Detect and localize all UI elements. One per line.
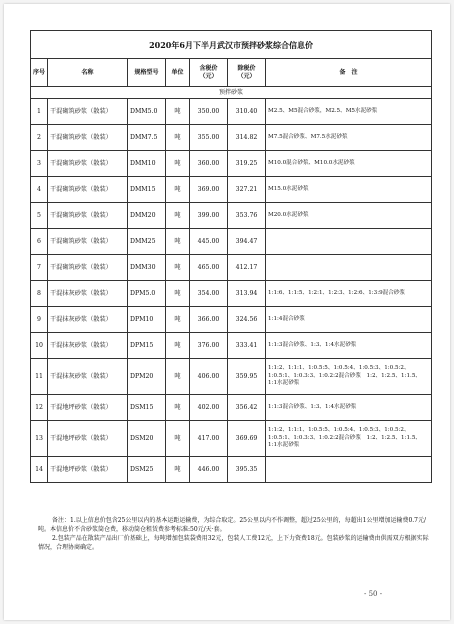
row-unit: 吨 — [166, 255, 190, 281]
row-unit: 吨 — [166, 229, 190, 255]
row-note: 1:1:4混合砂浆 — [266, 307, 432, 333]
row-unit: 吨 — [166, 99, 190, 125]
row-unit: 吨 — [166, 359, 190, 395]
row-note — [266, 229, 432, 255]
row-no: 8 — [31, 281, 48, 307]
row-price-tax-incl: 406.00 — [190, 359, 228, 395]
row-name: 干混地坪砂浆（散装） — [48, 395, 128, 421]
row-no: 7 — [31, 255, 48, 281]
footnote-2: 2.包装产品在散装产品出厂价基础上，每吨增加包装袋费用32元，包装人工费12元，上下力资费18元。包装砂浆的运输费由供需双方根据实际情况，合理协商确定。 — [38, 535, 429, 551]
table-row — [31, 99, 432, 125]
row-price-tax-incl: 417.00 — [190, 421, 228, 457]
page-number: - 50 - — [364, 590, 383, 598]
row-name: 干混砌筑砂浆（散装） — [48, 151, 128, 177]
row-name: 干混砌筑砂浆（散装） — [48, 255, 128, 281]
row-note: M15.0水泥砂浆 — [266, 177, 432, 203]
table-row — [31, 359, 432, 395]
row-note: 1:1:3混合砂浆、1:3、1:4水泥砂浆 — [266, 395, 432, 421]
row-price-tax-incl: 350.00 — [190, 99, 228, 125]
row-price-tax-excl: 359.95 — [228, 359, 266, 395]
row-note: 1:1:6、1:1:5、1:2:1、1:2:3、1:2:6、1:3:9混合砂浆 — [266, 281, 432, 307]
row-price-tax-incl: 355.00 — [190, 125, 228, 151]
footnote-1: 备注：1.以上信息价包含25公里以内的基本运距运输费，为综合取定。25公里以内不作调整，超过25公里的，每超出1公里增加运输费0.7元/吨。本信息价不含砂浆筒仓费，移动筒仓租赁费参考标准:50元/天·套。 — [38, 517, 427, 533]
row-note: M20.0水泥砂浆 — [266, 203, 432, 229]
row-unit: 吨 — [166, 395, 190, 421]
row-price-tax-excl: 356.42 — [228, 395, 266, 421]
row-spec: DMM20 — [128, 203, 166, 229]
row-no: 1 — [31, 99, 48, 125]
row-price-tax-excl: 324.56 — [228, 307, 266, 333]
document-page — [4, 4, 450, 620]
row-note: 1:1:2、1:1:1、1:0.5:5、1:0.5:4、1:0.5:3、1:0.5:2、1:0.5:1、1:0.3:3、1:0.2:2混合砂浆 1:2、1:2.5、1:1.5、1:1水泥砂浆 — [266, 359, 432, 395]
row-no: 2 — [31, 125, 48, 151]
table-row — [31, 203, 432, 229]
row-price-tax-incl: 360.00 — [190, 151, 228, 177]
header-no: 序号 — [31, 59, 48, 87]
row-spec: DPM15 — [128, 333, 166, 359]
table-row — [31, 151, 432, 177]
row-name: 干混抹灰砂浆（散装） — [48, 359, 128, 395]
row-price-tax-excl: 395.35 — [228, 457, 266, 483]
row-name: 干混砌筑砂浆（散装） — [48, 125, 128, 151]
header-name: 名称 — [48, 59, 128, 87]
row-name: 干混地坪砂浆（散装） — [48, 421, 128, 457]
row-name: 干混抹灰砂浆（散装） — [48, 307, 128, 333]
row-unit: 吨 — [166, 457, 190, 483]
row-no: 5 — [31, 203, 48, 229]
table-row — [31, 395, 432, 421]
table-row — [31, 177, 432, 203]
row-name: 干混砌筑砂浆（散装） — [48, 177, 128, 203]
row-spec: DMM5.0 — [128, 99, 166, 125]
header-price-tax-excl: 除税价（元） — [228, 59, 266, 87]
row-note: 1:1:3混合砂浆、1:3、1:4水泥砂浆 — [266, 333, 432, 359]
row-name: 干混抹灰砂浆（散装） — [48, 281, 128, 307]
row-unit: 吨 — [166, 125, 190, 151]
row-price-tax-excl: 327.21 — [228, 177, 266, 203]
row-price-tax-excl: 353.76 — [228, 203, 266, 229]
row-price-tax-excl: 369.69 — [228, 421, 266, 457]
row-price-tax-incl: 446.00 — [190, 457, 228, 483]
row-price-tax-incl: 366.00 — [190, 307, 228, 333]
table-header-row — [31, 59, 432, 87]
row-no: 13 — [31, 421, 48, 457]
table-row — [31, 421, 432, 457]
table-row — [31, 281, 432, 307]
table-row — [31, 307, 432, 333]
row-unit: 吨 — [166, 421, 190, 457]
row-no: 3 — [31, 151, 48, 177]
table-row — [31, 229, 432, 255]
row-no: 6 — [31, 229, 48, 255]
row-unit: 吨 — [166, 281, 190, 307]
row-spec: DSM20 — [128, 421, 166, 457]
row-unit: 吨 — [166, 307, 190, 333]
row-note: M2.5、M5混合砂浆，M2.5、M5水泥砂浆 — [266, 99, 432, 125]
row-price-tax-excl: 333.41 — [228, 333, 266, 359]
table-row — [31, 333, 432, 359]
row-price-tax-incl: 465.00 — [190, 255, 228, 281]
document-title: 2020年6月下半月武汉市预拌砂浆综合信息价 — [31, 31, 432, 59]
row-no: 4 — [31, 177, 48, 203]
row-no: 9 — [31, 307, 48, 333]
price-table — [30, 30, 432, 483]
row-price-tax-incl: 354.00 — [190, 281, 228, 307]
row-name: 干混砌筑砂浆（散装） — [48, 203, 128, 229]
row-name: 干混砌筑砂浆（散装） — [48, 229, 128, 255]
row-unit: 吨 — [166, 333, 190, 359]
row-spec: DMM30 — [128, 255, 166, 281]
row-note — [266, 255, 432, 281]
row-no: 14 — [31, 457, 48, 483]
row-spec: DMM10 — [128, 151, 166, 177]
row-price-tax-incl: 376.00 — [190, 333, 228, 359]
row-price-tax-excl: 319.25 — [228, 151, 266, 177]
row-no: 12 — [31, 395, 48, 421]
row-note — [266, 457, 432, 483]
row-price-tax-excl: 313.94 — [228, 281, 266, 307]
header-price-tax-incl: 含税价（元） — [190, 59, 228, 87]
row-price-tax-incl: 369.00 — [190, 177, 228, 203]
row-spec: DPM5.0 — [128, 281, 166, 307]
row-spec: DPM10 — [128, 307, 166, 333]
row-price-tax-incl: 445.00 — [190, 229, 228, 255]
row-spec: DPM20 — [128, 359, 166, 395]
table-row — [31, 255, 432, 281]
row-price-tax-excl: 412.17 — [228, 255, 266, 281]
header-unit: 单位 — [166, 59, 190, 87]
row-name: 干混地坪砂浆（散装） — [48, 457, 128, 483]
row-spec: DSM15 — [128, 395, 166, 421]
row-price-tax-excl: 314.82 — [228, 125, 266, 151]
row-unit: 吨 — [166, 203, 190, 229]
row-spec: DMM15 — [128, 177, 166, 203]
row-spec: DSM25 — [128, 457, 166, 483]
row-name: 干混抹灰砂浆（散装） — [48, 333, 128, 359]
footnotes — [38, 516, 430, 552]
row-price-tax-excl: 394.47 — [228, 229, 266, 255]
row-note: M7.5混合砂浆、M7.5水泥砂浆 — [266, 125, 432, 151]
row-note: 1:1:2、1:1:1、1:0.5:5、1:0.5:4、1:0.5:3、1:0.5:2、1:0.5:1、1:0.3:3、1:0.2:2混合砂浆 1:2、1:2.5、1:1.5、1:1水泥砂浆 — [266, 421, 432, 457]
row-name: 干混砌筑砂浆（散装） — [48, 99, 128, 125]
header-spec: 规格型号 — [128, 59, 166, 87]
row-unit: 吨 — [166, 151, 190, 177]
row-note: M10.0混合砂浆、M10.0水泥砂浆 — [266, 151, 432, 177]
row-no: 11 — [31, 359, 48, 395]
row-spec: DMM7.5 — [128, 125, 166, 151]
row-price-tax-incl: 399.00 — [190, 203, 228, 229]
row-price-tax-excl: 310.40 — [228, 99, 266, 125]
header-note: 备 注 — [266, 59, 432, 87]
category-label: 预拌砂浆 — [31, 87, 432, 99]
table-row — [31, 457, 432, 483]
row-no: 10 — [31, 333, 48, 359]
row-price-tax-incl: 402.00 — [190, 395, 228, 421]
row-unit: 吨 — [166, 177, 190, 203]
table-row — [31, 125, 432, 151]
row-spec: DMM25 — [128, 229, 166, 255]
